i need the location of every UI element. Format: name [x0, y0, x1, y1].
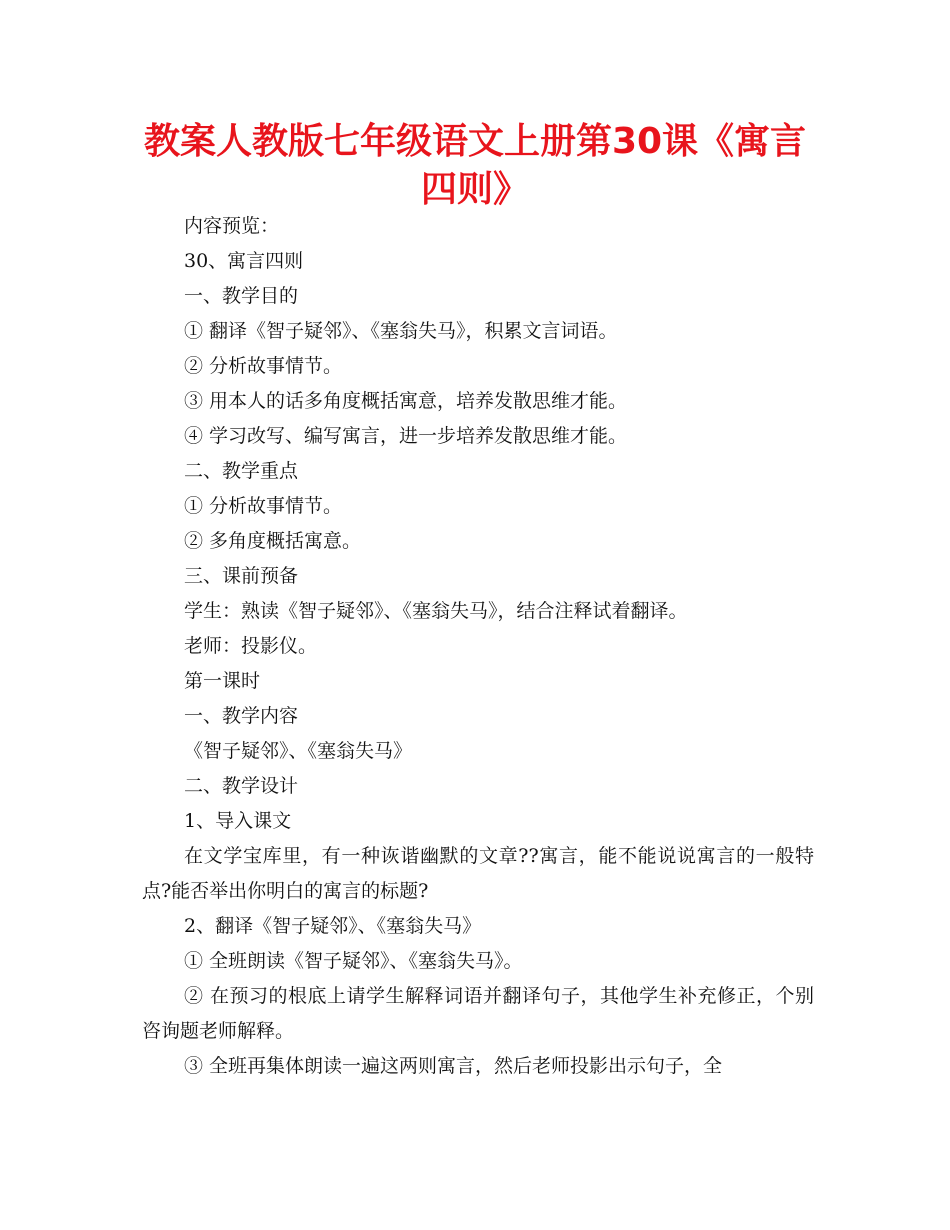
document-title: 教案人教版七年级语文上册第30课《寓言四则》	[143, 121, 807, 210]
paragraph-preview-label: 内容预览：	[184, 215, 280, 237]
paragraph-section-heading: 一、教学目的	[184, 285, 299, 307]
paragraph-text: 在文学宝库里，有一种诙谐幽默的文章??寓言，能不能说说寓言的一般特点?能否举出你明白的寓言的标题?	[142, 845, 814, 902]
paragraph-list-item: ① 翻译《智子疑邻》、《塞翁失马》，积累文言词语。	[184, 320, 618, 342]
paragraph-section-heading: 一、教学内容	[184, 705, 299, 727]
paragraph-list-item: ② 分析故事情节。	[184, 355, 343, 377]
paragraph-subsection-heading: 1、导入课文	[184, 810, 292, 832]
paragraph-text: 学生：熟读《智子疑邻》、《塞翁失马》，结合注释试着翻译。	[184, 600, 688, 622]
paragraph-list-item: ④ 学习改写、编写寓言，进一步培养发散思维才能。	[184, 425, 628, 447]
paragraph-list-item: ② 多角度概括寓意。	[184, 530, 362, 552]
paragraph-list-item: ③ 用本人的话多角度概括寓意，培养发散思维才能。	[184, 390, 628, 412]
paragraph-text: 《智子疑邻》、《塞翁失马》	[184, 740, 413, 762]
paragraph-list-item: ① 全班朗读《智子疑邻》、《塞翁失马》。	[184, 950, 523, 972]
paragraph-section-heading: 二、教学设计	[184, 775, 299, 797]
paragraph-list-item: ③ 全班再集体朗读一遍这两则寓言，然后老师投影出示句子，全	[184, 1055, 723, 1077]
paragraph-list-item: ② 在预习的根底上请学生解释词语并翻译句子，其他学生补充修正，个别咨询题老师解释。	[142, 985, 814, 1042]
paragraph-list-item: ① 分析故事情节。	[184, 495, 343, 517]
paragraph-section-heading: 三、课前预备	[184, 565, 299, 587]
paragraph-section-heading: 二、教学重点	[184, 460, 299, 482]
document-body	[142, 209, 814, 1084]
paragraph-subsection-heading: 2、翻译《智子疑邻》、《塞翁失马》	[184, 915, 482, 937]
paragraph-period-heading: 第一课时	[184, 670, 261, 692]
paragraph-text: 老师：投影仪。	[184, 635, 318, 657]
paragraph-lesson-heading: 30、寓言四则	[184, 250, 304, 272]
